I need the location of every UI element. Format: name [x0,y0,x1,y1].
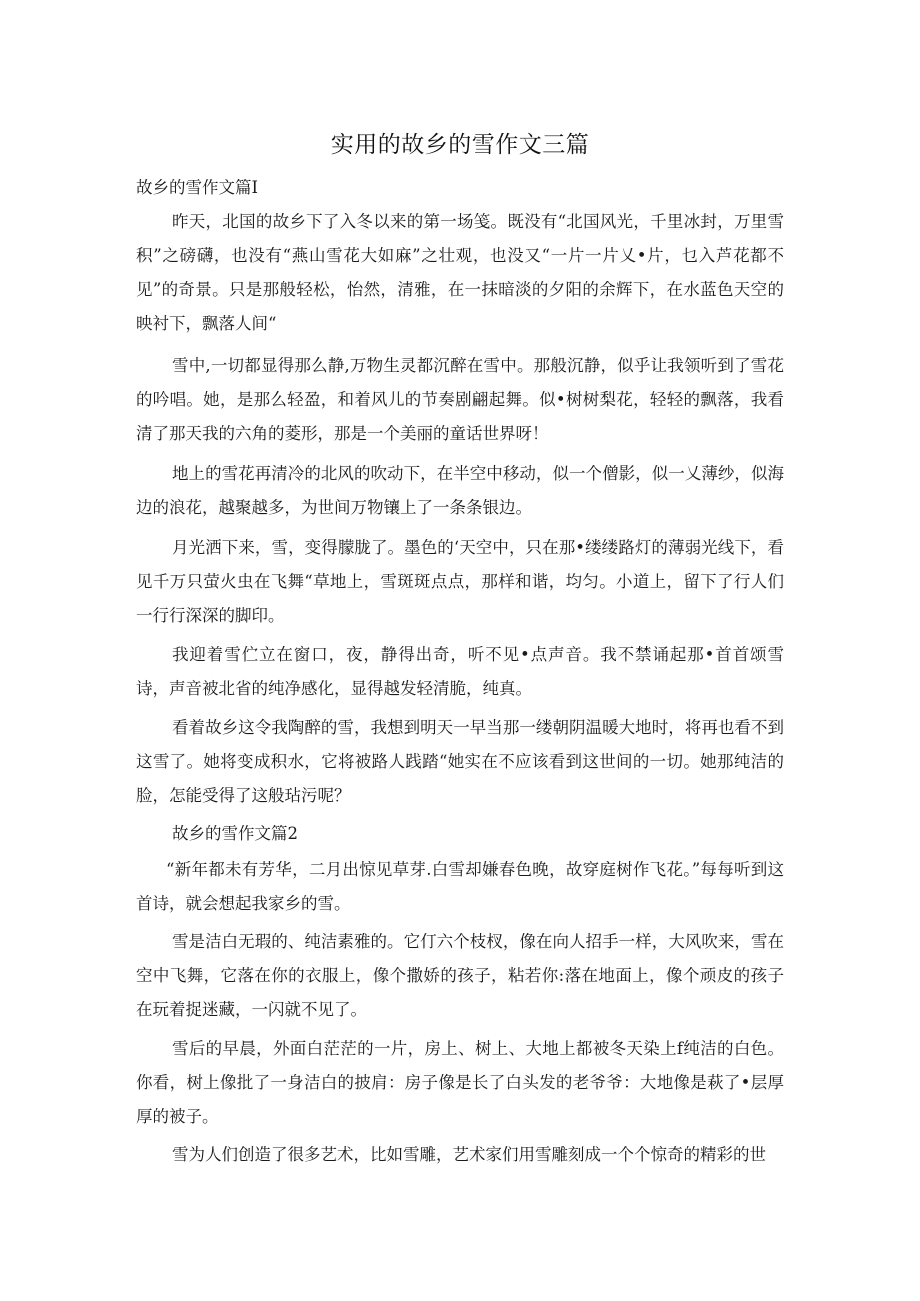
paragraph: 看着故乡这令我陶醉的雪，我想到明天一早当那一缕朝阴温暖大地时，将再也看不到这雪了。她将变成积水，它将被路人践踏“她实在不应该看到这世间的一切。她那纯洁的脸，怎能受得了这般玷污呢？ [136,718,784,805]
paragraph: “新年都未有芳华，二月出惊见草芽.白雪却嫌春色晚，故穿庭树作飞花。”每每听到这首诗，就会想起我家乡的雪。 [136,860,784,913]
paragraph: 月光洒下来，雪，变得朦胧了。墨色的‘天空中，只在那•缕缕路灯的薄弱光线下，看见千万只萤火虫在飞舞“草地上，雪斑斑点点，那样和谐，均匀。小道上，留下了行人们一行行深深的脚印。 [136,538,784,625]
paragraph: 我迎着雪伫立在窗口，夜，静得出奇，听不见•点声音。我不禁诵起那•首首颂雪诗，声音被北省的纯净感化，显得越发轻清脆，纯真。 [136,645,784,698]
paragraph: 雪中,一切都显得那么静,万物生灵都沉醉在雪中。那般沉静，似乎让我领听到了雪花的吟唱。她，是那么轻盈，和着风儿的节奏剧翩起舞。似•树树梨花，轻轻的飘落，我看清了那天我的六角的菱形，那是一个美丽的童话世界呀！ [136,356,784,443]
paragraph: 雪后的早晨，外面白茫茫的一片，房上、树上、大地上都被冬天染上f纯洁的白色。你看，树上像批了一身洁白的披肩：房子像是长了白头发的老爷爷：大地像是萩了•层厚厚的被子。 [136,1039,784,1126]
document-title: 实用的故乡的雪作文三篇 [330,132,590,158]
paragraph: 雪为人们创造了很多艺术，比如雪雕，艺术家们用雪雕刻成一个个惊奇的精彩的世 [172,1145,766,1164]
paragraph: 地上的雪花再清冷的北风的吹动下，在半空中移动，似一个僧影，似一乂薄纱，似海边的浪花，越聚越多，为世间万物镶上了一条条银边。 [136,464,784,517]
section-heading-1: 故乡的雪作文篇Ⅰ [136,178,259,197]
paragraph: 昨天，北国的故乡下了入冬以来的第一场笺。既没有“北国风光，千里冰封，万里雪积”之磅礴，也没有“燕山雪花大如麻”之壮观，也没又“一片一片乂•片，乜入芦花都不见”的奇景。只是那般轻松，怡然，清雅，在一抹暗淡的夕阳的余辉下，在水蓝色天空的映衬下，飘落人间“ [136,212,784,333]
paragraph: 雪是洁白无瑕的、纯洁素雅的。它仃六个枝杈，像在向人招手一样，大风吹来，雪在空中飞舞，它落在你的衣服上，像个撒娇的孩子，粘若你:落在地面上，像个顽皮的孩子在玩着捉迷藏，一闪就不见了。 [136,932,784,1019]
section-heading-2: 故乡的雪作文篇2 [172,824,298,843]
